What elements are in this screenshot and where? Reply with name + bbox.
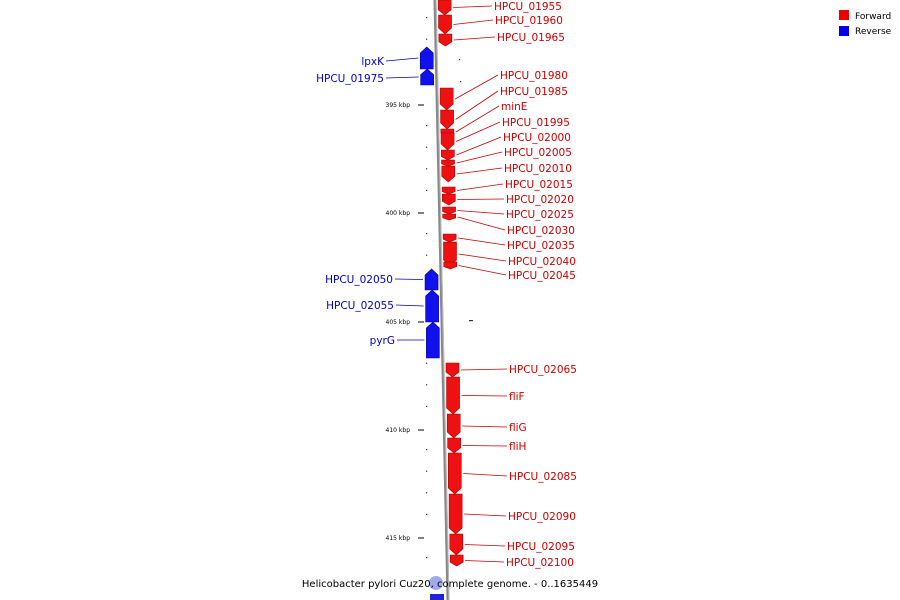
- gene-connector-hpcu-02050: [395, 279, 423, 280]
- gene-connector-hpcu-01965: [454, 37, 495, 40]
- gene-arrow-hpcu-01960[interactable]: [439, 15, 452, 34]
- gene-label-hpcu-02000[interactable]: HPCU_02000: [503, 132, 571, 144]
- gene-arrow-hpcu-02090[interactable]: [449, 494, 462, 534]
- gene-connector-hpcu-02095: [465, 545, 505, 547]
- legend-reverse-label: Reverse: [855, 27, 892, 37]
- gene-arrow-hpcu-02030[interactable]: [443, 214, 456, 220]
- bottom-feature-block: [430, 594, 444, 600]
- gene-arrow-flig[interactable]: [447, 414, 460, 438]
- scale-tick-minor: [426, 363, 427, 364]
- gene-connector-hpcu-02085: [463, 474, 507, 477]
- gene-connector-hpcu-02000: [456, 137, 501, 155]
- gene-connector-hpcu-02090: [464, 514, 506, 516]
- gene-connector-hpcu-01960: [454, 20, 493, 25]
- gene-label-hpcu-02055[interactable]: HPCU_02055: [326, 300, 394, 312]
- gene-arrow-hpcu-01995[interactable]: [441, 133, 454, 150]
- gene-arrow-hpcu-01975[interactable]: [421, 69, 434, 85]
- gene-label-hpcu-02035[interactable]: HPCU_02035: [507, 240, 575, 252]
- gene-connector-flih: [463, 446, 507, 447]
- gene-connector-hpcu-02015: [457, 184, 503, 191]
- gene-label-hpcu-02100[interactable]: HPCU_02100: [506, 557, 574, 569]
- scale-tick-minor: [459, 59, 460, 60]
- gene-label-hpcu-01965[interactable]: HPCU_01965: [497, 32, 565, 44]
- gene-arrow-hpcu-02085[interactable]: [448, 453, 461, 494]
- gene-connector-hpcu-02065: [461, 369, 507, 370]
- scale-tick-minor: [469, 320, 473, 321]
- gene-label-flif[interactable]: fliF: [509, 391, 525, 403]
- gene-arrow-pyrg[interactable]: [426, 322, 439, 358]
- gene-arrow-hpcu-02100[interactable]: [450, 555, 463, 566]
- scale-tick-label: 410 kbp: [385, 427, 410, 434]
- gene-label-hpcu-02005[interactable]: HPCU_02005: [504, 147, 572, 159]
- scale-tick-minor: [460, 81, 461, 82]
- gene-arrow-hpcu-01985[interactable]: [441, 110, 454, 129]
- legend-forward-label: Forward: [855, 12, 892, 22]
- gene-label-hpcu-02010[interactable]: HPCU_02010: [504, 163, 572, 175]
- scale-tick-minor: [426, 557, 427, 558]
- scale-tick-minor: [426, 514, 427, 515]
- gene-arrow-hpcu-02050[interactable]: [425, 269, 438, 290]
- gene-label-hpcu-01975[interactable]: HPCU_01975: [316, 73, 384, 85]
- scale-tick-label: 415 kbp: [385, 535, 410, 542]
- gene-connector-flif: [462, 396, 507, 397]
- scale-tick-label: 400 kbp: [385, 210, 410, 217]
- gene-arrow-hpcu-02025[interactable]: [443, 207, 456, 214]
- gene-label-hpcu-01955[interactable]: HPCU_01955: [494, 1, 562, 13]
- gene-connector-hpcu-02100: [465, 561, 504, 563]
- gene-connector-mine: [456, 106, 499, 132]
- gene-label-hpcu-01995[interactable]: HPCU_01995: [502, 117, 570, 129]
- scale-tick-minor: [426, 384, 427, 385]
- gene-arrow-hpcu-02065[interactable]: [446, 363, 459, 377]
- gene-label-lpxk[interactable]: lpxK: [361, 56, 384, 68]
- scale-tick-label: 395 kbp: [385, 102, 410, 109]
- gene-connector-hpcu-01975: [386, 77, 419, 78]
- genome-caption: Helicobacter pylori Cuz20, complete genome. - 0..1635449: [301, 579, 599, 590]
- gene-label-hpcu-02030[interactable]: HPCU_02030: [507, 225, 575, 237]
- gene-arrow-lpxk[interactable]: [420, 47, 433, 69]
- gene-connector-hpcu-02035: [458, 238, 505, 245]
- gene-arrow-hpcu-02000[interactable]: [441, 150, 454, 160]
- gene-label-hpcu-02085[interactable]: HPCU_02085: [509, 471, 577, 483]
- scale-tick-minor: [426, 147, 427, 148]
- gene-label-hpcu-02050[interactable]: HPCU_02050: [325, 274, 393, 286]
- gene-connector-lpxk: [386, 58, 418, 61]
- gene-label-hpcu-01960[interactable]: HPCU_01960: [495, 15, 563, 27]
- gene-arrow-hpcu-02095[interactable]: [450, 534, 463, 555]
- gene-arrow-flih[interactable]: [448, 438, 461, 453]
- gene-label-hpcu-02090[interactable]: HPCU_02090: [508, 511, 576, 523]
- gene-label-pyrg[interactable]: pyrG: [369, 335, 395, 347]
- scale-tick-label: 405 kbp: [385, 319, 410, 326]
- gene-arrow-hpcu-01955[interactable]: [438, 0, 451, 15]
- gene-label-hpcu-02065[interactable]: HPCU_02065: [509, 364, 577, 376]
- gene-label-hpcu-02020[interactable]: HPCU_02020: [506, 194, 574, 206]
- gene-connector-hpcu-02025: [458, 211, 504, 215]
- gene-arrow-hpcu-02020[interactable]: [442, 194, 455, 205]
- gene-connector-hpcu-02030: [458, 217, 505, 230]
- gene-arrow-hpcu-02015[interactable]: [442, 187, 455, 194]
- scale-tick-minor: [426, 39, 427, 40]
- scale-tick-minor: [426, 190, 427, 191]
- gene-arrow-flif[interactable]: [447, 377, 460, 414]
- gene-connector-hpcu-02020: [457, 199, 504, 200]
- scale-tick-minor: [426, 255, 427, 256]
- gene-connector-hpcu-02040: [459, 254, 506, 261]
- gene-label-flig[interactable]: fliG: [509, 422, 527, 434]
- gene-label-hpcu-02025[interactable]: HPCU_02025: [506, 209, 574, 221]
- gene-arrow-hpcu-02045[interactable]: [444, 262, 457, 269]
- legend-forward-swatch: [839, 10, 849, 20]
- gene-arrow-hpcu-02005[interactable]: [442, 160, 455, 166]
- legend-reverse-swatch: [839, 26, 849, 36]
- gene-label-hpcu-01985[interactable]: HPCU_01985: [500, 86, 568, 98]
- gene-connector-hpcu-01995: [456, 122, 500, 142]
- scale-tick-minor: [426, 168, 427, 169]
- gene-connector-flig: [462, 426, 507, 427]
- gene-connector-hpcu-02005: [457, 152, 502, 163]
- scale-tick-minor: [426, 449, 427, 450]
- gene-label-hpcu-02040[interactable]: HPCU_02040: [508, 256, 576, 268]
- gene-connector-hpcu-01955: [453, 6, 492, 8]
- gene-label-flih[interactable]: fliH: [509, 441, 527, 453]
- gene-connector-hpcu-02045: [459, 266, 506, 276]
- scale-tick-minor: [426, 125, 427, 126]
- gene-arrow-hpcu-02055[interactable]: [426, 290, 439, 322]
- scale-tick-minor: [426, 233, 427, 234]
- gene-connector-hpcu-02010: [457, 168, 502, 174]
- gene-label-hpcu-02045[interactable]: HPCU_02045: [508, 270, 576, 282]
- scale-tick-minor: [426, 17, 427, 18]
- gene-label-hpcu-02015[interactable]: HPCU_02015: [505, 179, 573, 191]
- gene-arrow-hpcu-02035[interactable]: [443, 234, 456, 242]
- legend: [839, 10, 892, 37]
- scale-tick-minor: [426, 406, 427, 407]
- gene-arrow-hpcu-01965[interactable]: [439, 34, 452, 46]
- gene-arrow-hpcu-02010[interactable]: [442, 166, 455, 182]
- gene-label-mine[interactable]: minE: [501, 101, 528, 113]
- gene-arrow-hpcu-01980[interactable]: [440, 88, 453, 110]
- scale-tick-minor: [426, 471, 427, 472]
- gene-label-hpcu-02095[interactable]: HPCU_02095: [507, 541, 575, 553]
- gene-label-hpcu-01980[interactable]: HPCU_01980: [500, 70, 568, 82]
- scale-tick-minor: [426, 492, 427, 493]
- gene-connector-hpcu-02055: [396, 305, 424, 306]
